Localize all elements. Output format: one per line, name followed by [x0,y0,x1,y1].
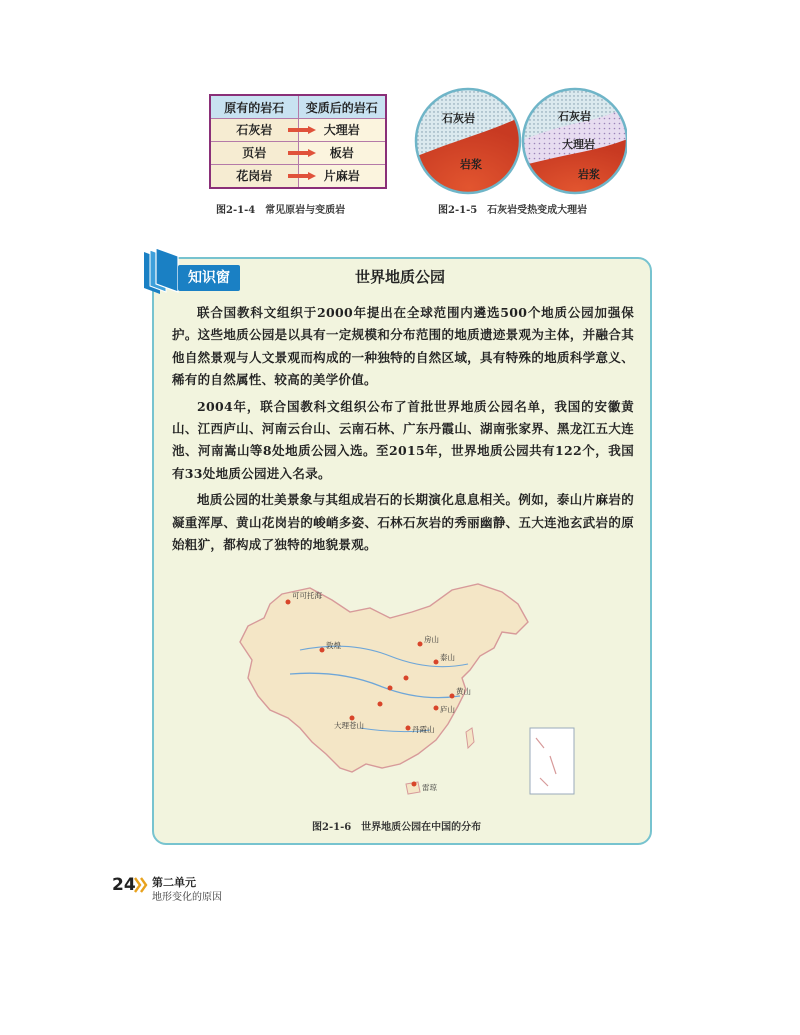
arrow-right-icon [288,172,316,180]
table-row [210,119,386,142]
knowledge-window-tab: 知识窗 [178,265,240,291]
rock-metamorphic: 片麻岩 [298,164,386,188]
arrow-right-icon [288,149,316,157]
china-geopark-map [230,578,590,810]
rock-original: 石灰岩 [236,123,273,138]
rock-original: 花岗岩 [236,169,273,184]
double-chevron-right-icon [134,877,148,893]
rock-metamorphic: 板岩 [298,141,386,164]
figure-caption: 图2-1-4 常见原岩与变质岩 [216,205,346,216]
limestone-marble-diagram [412,86,627,196]
page-number: 24 [112,875,136,895]
label-magma: 岩浆 [460,158,482,171]
map-label: 庐山 [440,705,455,714]
map-label: 房山 [424,635,439,644]
map-label: 敦煌 [326,641,341,650]
arrow-right-icon [288,126,316,134]
map-label: 雷琼 [422,783,437,792]
figure-caption: 图2-1-6 世界地质公园在中国的分布 [312,822,482,833]
rock-original: 页岩 [242,146,267,161]
paragraph: 联合国教科文组织于2000年提出在全球范围内遴选500个地质公园加强保护。这些地质公园是以具有一定规模和分布范围的地质遗迹景观为主体，并融合其他自然景观与人文景观而构成的一种独特的自然区域，具有特殊的地质科学意义、稀有的自然属性、较高的美学价值。 [172,305,634,388]
label-limestone: 石灰岩 [558,110,591,123]
map-label: 泰山 [440,653,455,662]
map-label: 丹霞山 [412,725,435,734]
map-label: 可可托海 [292,591,322,600]
paragraph: 2004年，联合国教科文组织公布了首批世界地质公园名单，我国的安徽黄山、江西庐山、河南云台山、云南石林、广东丹霞山、湖南张家界、黑龙江五大连池、河南嵩山等8处地质公园入选。至2015年，世界地质公园共有122个，我国有33处地质公园进入名录。 [172,398,634,481]
header-original: 原有的岩石 [210,95,298,119]
knowledge-window-text [172,302,634,560]
rock-table-header [210,95,386,119]
label-magma: 岩浆 [578,168,600,181]
map-label: 大理苍山 [334,721,364,730]
table-row [210,164,386,188]
figure-caption: 图2-1-5 石灰岩受热变成大理岩 [438,205,588,216]
label-limestone: 石灰岩 [442,112,475,125]
unit-title: 第二单元 [152,876,196,889]
book-icon [138,248,182,296]
unit-subtitle: 地形变化的原因 [152,892,222,903]
knowledge-window-title: 世界地质公园 [354,268,445,286]
rock-metamorphic: 大理岩 [298,119,386,142]
label-marble: 大理岩 [562,138,595,151]
rock-table [209,94,387,189]
table-row [210,141,386,164]
header-metamorphic: 变质后的岩石 [298,95,386,119]
paragraph: 地质公园的壮美景象与其组成岩石的长期演化息息相关。例如，泰山片麻岩的凝重浑厚、黄山花岗岩的峻峭多姿、石林石灰岩的秀丽幽静、五大连池玄武岩的原始粗犷，都构成了独特的地貌景观。 [172,492,634,553]
map-label: 黄山 [456,687,471,696]
left-circle [412,86,527,196]
